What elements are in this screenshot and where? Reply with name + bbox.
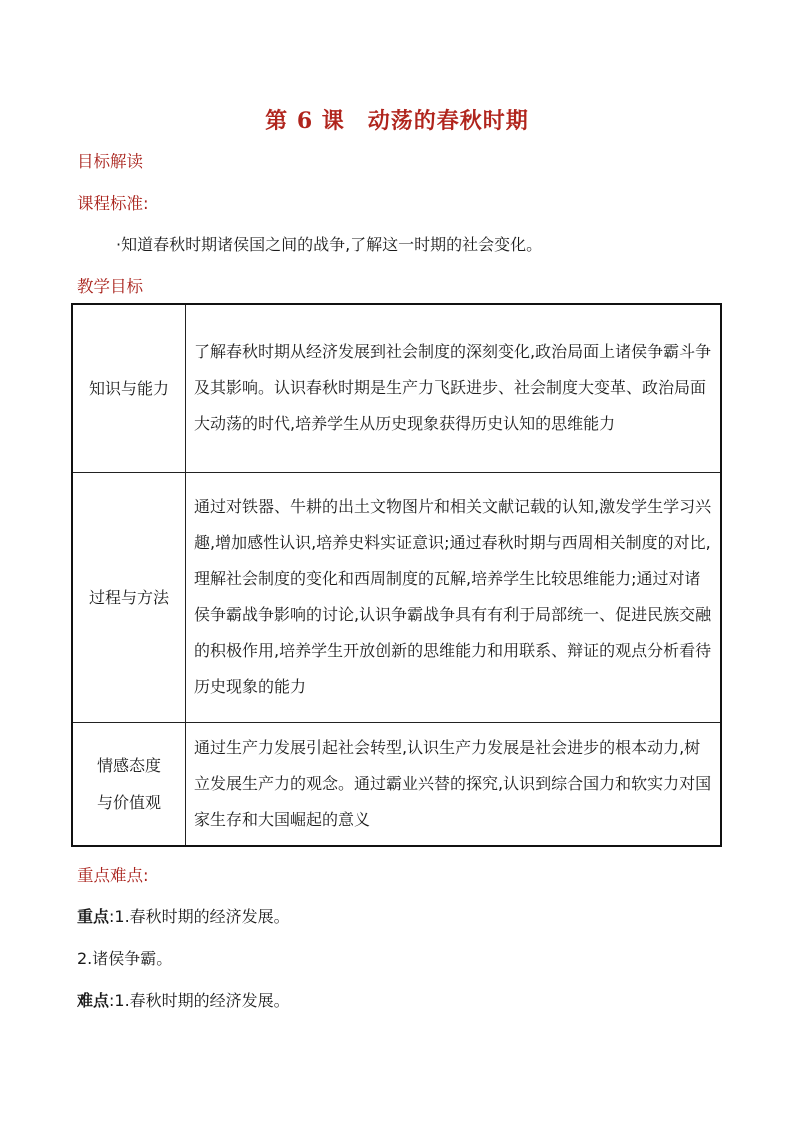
section-heading-teaching-goals: 教学目标 xyxy=(77,277,143,296)
key-point-line-1 xyxy=(77,904,290,927)
difficult-point-text-1: :1.春秋时期的经济发展。 xyxy=(109,991,290,1010)
table-row xyxy=(72,472,721,722)
key-point-line-2: 2.诸侯争霸。 xyxy=(77,949,173,968)
section-heading-objectives: 目标解读 xyxy=(77,152,143,171)
key-point-label: 重点 xyxy=(77,907,110,926)
goal-content-attitude: 通过生产力发展引起社会转型,认识生产力发展是社会进步的根本动力,树立发展生产力的观念。通过霸业兴替的探究,认识到综合国力和软实力对国家生存和大国崛起的意义 xyxy=(186,722,722,846)
teaching-goals-table xyxy=(71,303,722,847)
table-row xyxy=(72,722,721,846)
goal-category-attitude-line2: 与价值观 xyxy=(96,792,161,812)
section-heading-key-points: 重点难点: xyxy=(77,866,149,885)
goal-category-attitude xyxy=(72,722,186,846)
goal-content-knowledge: 了解春秋时期从经济发展到社会制度的深刻变化,政治局面上诸侯争霸斗争及其影响。认识春秋时期是生产力飞跃进步、社会制度大变革、政治局面大动荡的时代,培养学生从历史现象获得历史认知的思维能力 xyxy=(186,304,722,472)
goal-category-process: 过程与方法 xyxy=(72,472,186,722)
goal-content-process: 通过对铁器、牛耕的出土文物图片和相关文献记载的认知,激发学生学习兴趣,增加感性认识,培养史料实证意识;通过春秋时期与西周相关制度的对比,理解社会制度的变化和西周制度的瓦解,培养学生比较思维能力;通过对诸侯争霸战争影响的讨论,认识争霸战争具有有利于局部统一、促进民族交融的积极作用,培养学生开放创新的思维能力和用联系、辩证的观点分析看待历史现象的能力 xyxy=(186,472,722,722)
goal-category-attitude-line1: 情感态度 xyxy=(96,755,161,775)
key-point-text-1: :1.春秋时期的经济发展。 xyxy=(109,907,290,926)
page-title: 第 6 课 动荡的春秋时期 xyxy=(265,108,529,134)
goal-category-knowledge: 知识与能力 xyxy=(72,304,186,472)
difficult-point-label: 难点 xyxy=(77,991,110,1010)
difficult-point-line-1 xyxy=(77,988,290,1011)
section-heading-curriculum-standard: 课程标准: xyxy=(77,194,149,213)
curriculum-standard-text: ·知道春秋时期诸侯国之间的战争,了解这一时期的社会变化。 xyxy=(116,235,543,254)
table-row xyxy=(72,304,721,472)
